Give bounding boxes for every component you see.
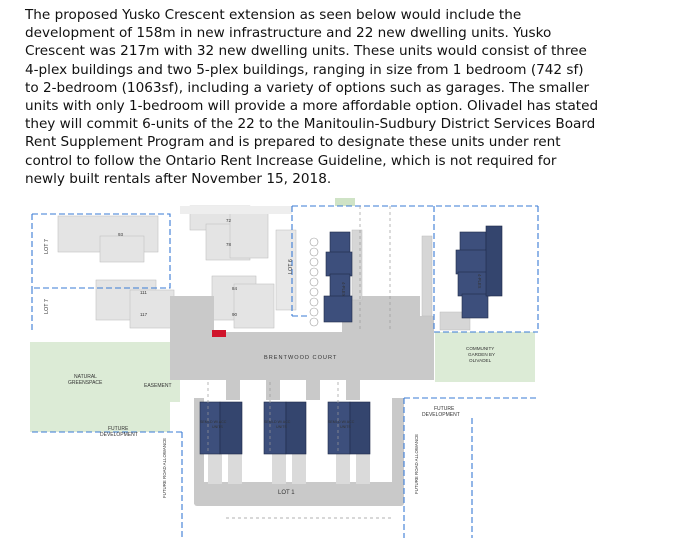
road-allowance-left-label: FUTURE ROAD ALLOWANCE — [162, 437, 167, 498]
community-garden-area — [435, 332, 535, 382]
semi-label: SEMI-D W/ ACC — [328, 420, 355, 424]
community-garden-label: GARDEN BY — [468, 352, 496, 357]
house-number: 84 — [232, 286, 238, 291]
lot7-upper-label: LOT 7 — [44, 239, 50, 254]
paragraph-line: units with only 1-bedroom will provide a more affordable option. Olivadel has stated — [25, 98, 599, 115]
future-development-right-label: FUTURE — [434, 406, 455, 412]
lot1-label: LOT 1 — [278, 490, 295, 496]
semi-label: SEMI-D W/ ACC — [200, 420, 227, 424]
paragraph-line: 4-plex buildings and two 5-plex buildings, ranging in size from 1 bedroom (742 sf) — [25, 61, 584, 78]
paragraph-line: The proposed Yusko Crescent extension as seen below would include the — [25, 7, 522, 23]
site-plan — [30, 192, 540, 548]
top-green-strip — [335, 198, 355, 206]
semi-label: UNITS — [212, 425, 223, 429]
paragraph-line: to 2-bedroom (1063sf), including a variety of options such as garages. The smaller — [25, 79, 590, 96]
house-number: 72 — [226, 218, 232, 223]
lot7-lower-label: LOT 7 — [44, 299, 50, 314]
natural-greenspace-label: GREENSPACE — [68, 380, 103, 386]
paragraph-line: Rent Supplement Program and is prepared to designate these units under rent — [25, 134, 561, 151]
fourplex-a-label: 4-PLEX — [341, 282, 346, 297]
easement-label: EASEMENT — [144, 383, 172, 389]
community-garden-label: OLIVADEL — [469, 358, 492, 363]
fourplex-b-label: 4-PLEX — [477, 274, 482, 289]
paragraph-line: newly built rentals after November 15, 2018. — [25, 170, 332, 187]
paragraph-line: development of 158m in new infrastructure and 22 new dwelling units. Yusko — [25, 25, 552, 42]
semi-label: UNITS — [340, 425, 351, 429]
paragraph-line: control to follow the Ontario Rent Increase Guideline, which is not required for — [25, 152, 557, 169]
house-number: 111 — [140, 290, 147, 295]
red-marker — [212, 330, 226, 337]
description-paragraph — [25, 6, 665, 188]
future-development-left-label: DEVELOPMENT — [100, 432, 138, 438]
house-number: 78 — [226, 242, 232, 247]
road-allowance-right-label: FUTURE ROAD ALLOWANCE — [414, 433, 419, 494]
lot6-label: LOT 6 — [288, 259, 294, 274]
house-number: 117 — [140, 312, 148, 317]
paragraph-line: Crescent was 217m with 32 new dwelling units. These units would consist of three — [25, 43, 587, 60]
house-number: 93 — [118, 232, 124, 237]
community-garden-label: COMMUNITY — [466, 346, 495, 351]
natural-greenspace-label: NATURAL — [74, 374, 97, 380]
future-development-right-label: DEVELOPMENT — [422, 412, 460, 418]
semi-label: UNITS — [276, 425, 287, 429]
tree-row — [310, 238, 318, 326]
paragraph-line: they will commit 6-units of the 22 to the Manitoulin-Sudbury District Services Board — [25, 116, 596, 133]
street-label: BRENTWOOD COURT — [264, 355, 338, 361]
house-number: 90 — [232, 312, 238, 317]
semi-label: SEMI-D W/ ACC — [264, 420, 291, 424]
future-development-left-label: FUTURE — [108, 426, 129, 432]
